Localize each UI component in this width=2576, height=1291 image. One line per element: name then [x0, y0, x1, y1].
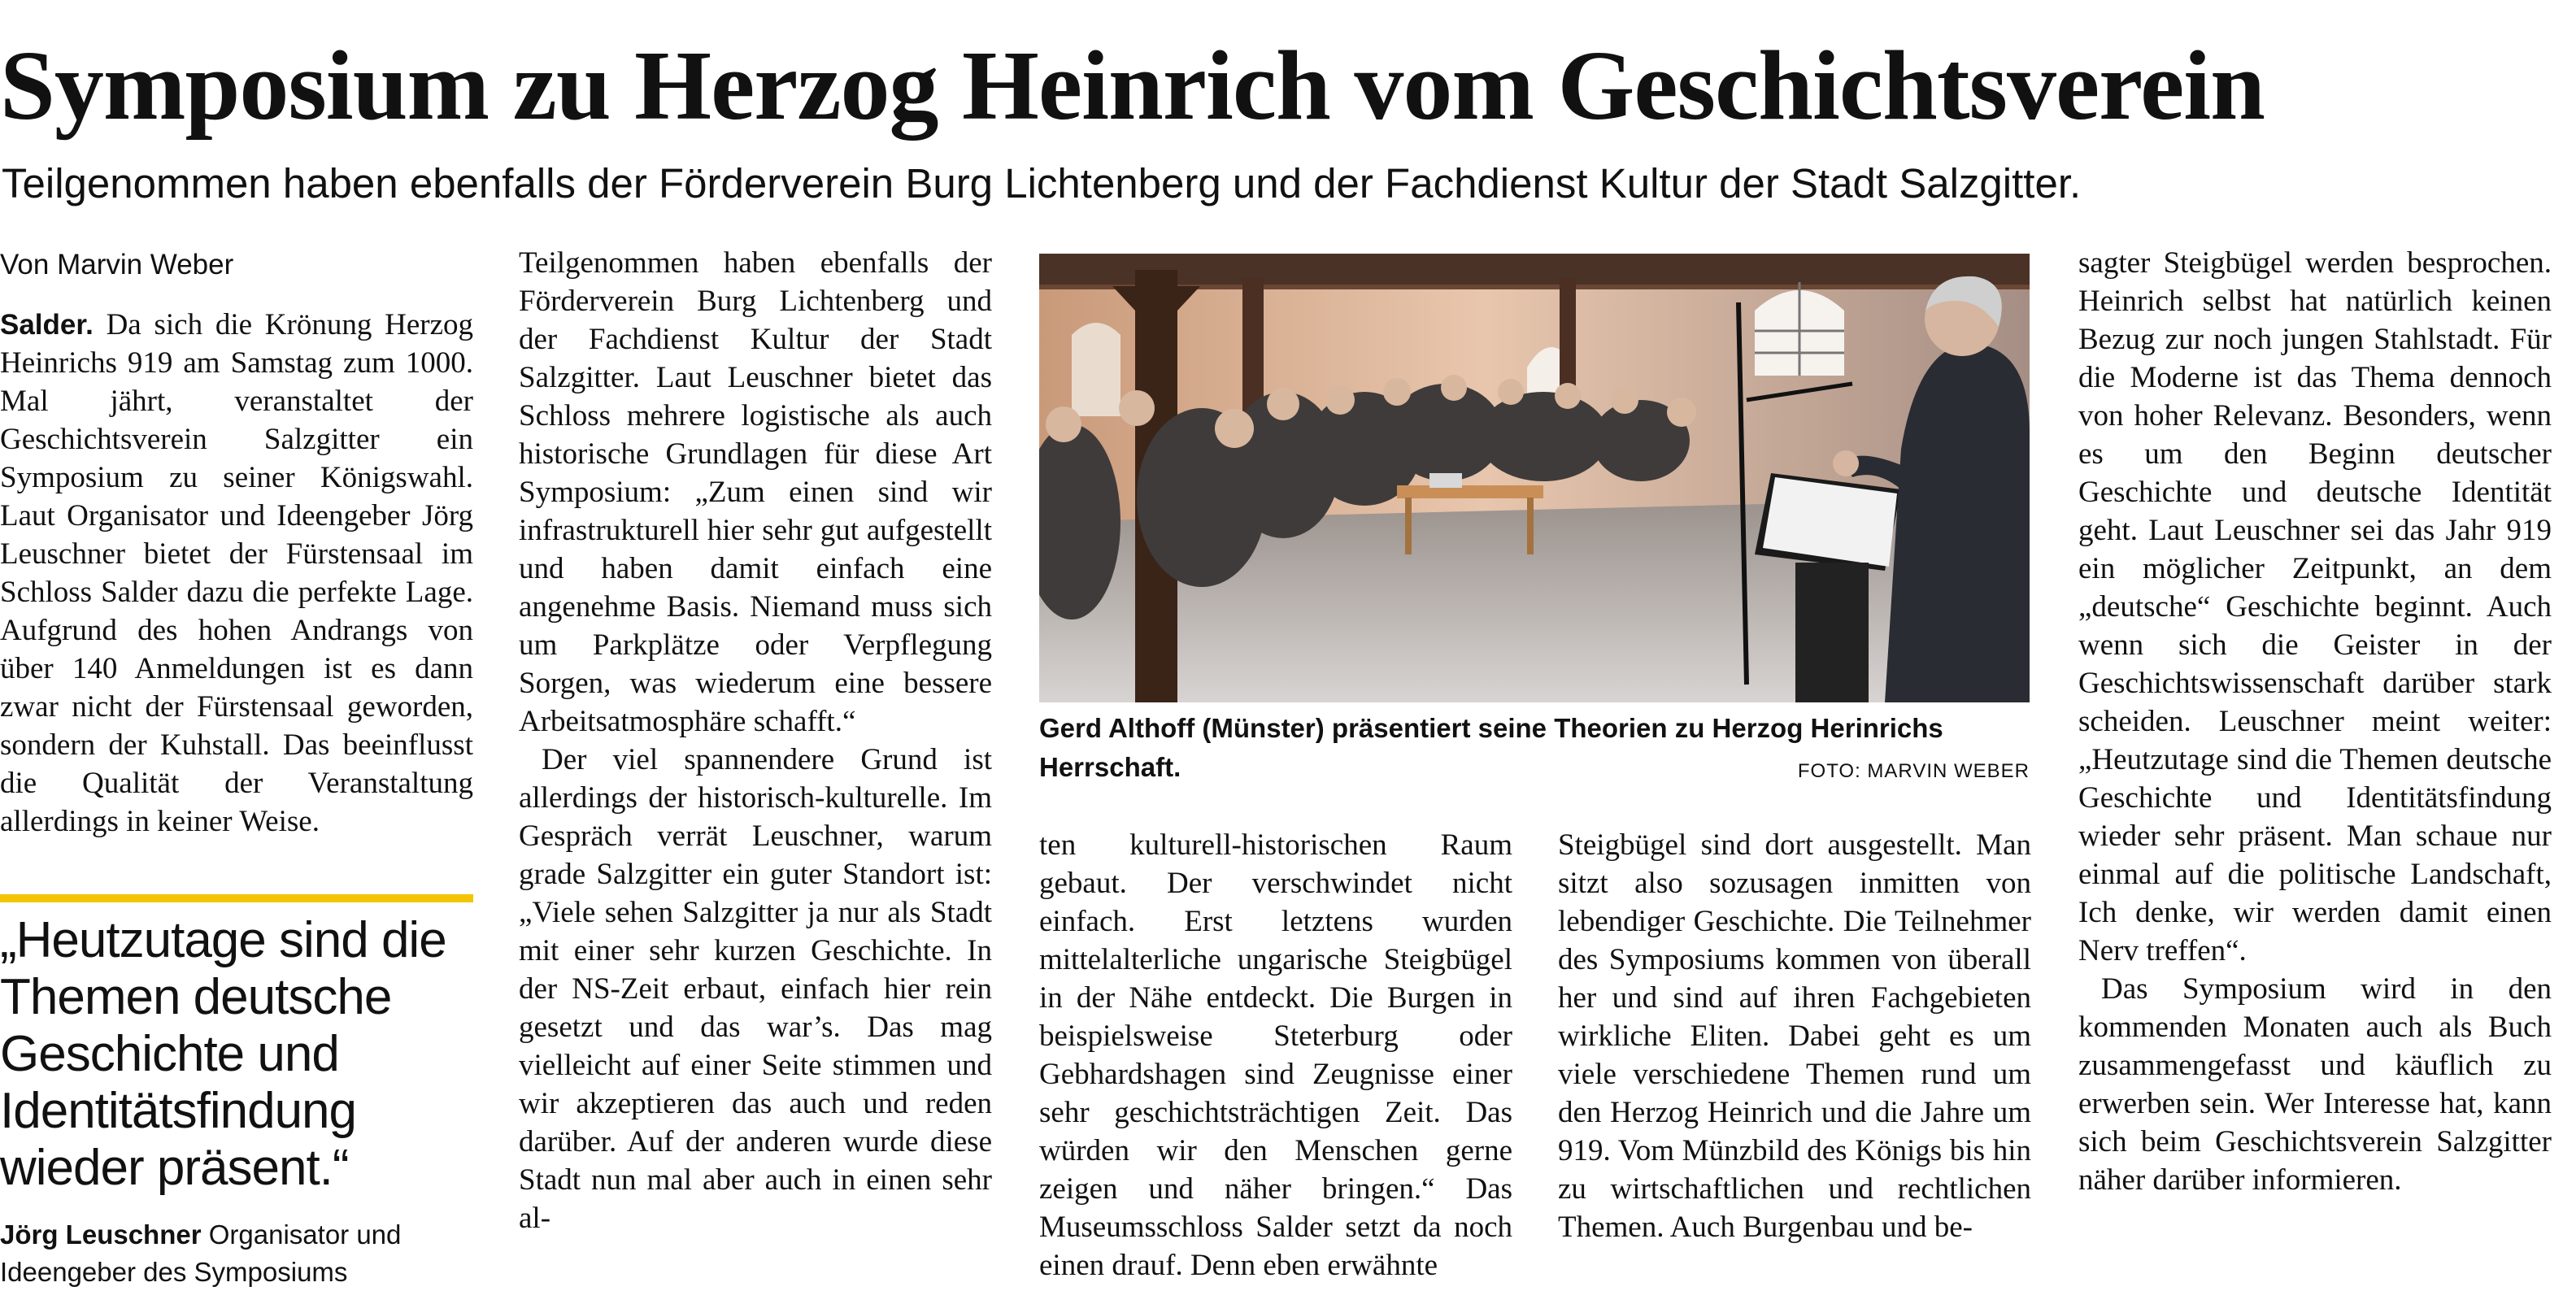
paragraph: Teilgenommen haben ebenfalls der Förderverein Burg Lichtenberg und der Fachdienst Kultur der Stadt Salzgitter. Laut Leuschner bietet das Schloss mehrere logistische als auch historische Grundlagen für diese Art Symposium: „Zum einen sind wir infrastrukturell hier sehr gut aufgestellt und haben damit einfach eine angenehme Basis. Niemand muss sich um Parkplätze oder Verpflegung Sorgen, was wiederum eine bessere Arbeitsatmosphäre schafft.“ — [519, 246, 992, 738]
paragraph: ten kulturell-historischen Raum gebaut. Der verschwindet nicht einfach. Erst letztens wurden mittelalterliche ungarische Steigbügel in der Nähe entdeckt. Die Burgen in beispielsweise Steterburg oder Gebhardshagen sind Zeugnisse einer sehr geschichtsträchtigen Zeit. Das würden wir den Menschen gerne zeigen und näher bringen.“ Das Museumsschloss Salder setzt da noch einen drauf. Denn eben erwähnte — [1039, 828, 1512, 1282]
photo-caption: Gerd Althoff (Münster) präsentiert seine Theorien zu Herzog Herinrichs Herrschaft. — [1039, 713, 1943, 782]
pullquote-role: Organisator und Ideengeber des Symposiums — [0, 1219, 402, 1287]
article-column-5 — [2078, 244, 2552, 1199]
paragraph: Das Symposium wird in den kommenden Monaten auch als Buch zusammengefasst und käuflich zu erwerben sein. Wer Interesse hat, kann sich beim Geschichtsverein Salzgitter näher darüber informieren. — [2078, 972, 2552, 1197]
photo-event-hall — [1039, 254, 2030, 702]
article-column-3 — [1039, 826, 1512, 1284]
lead-paragraph — [0, 306, 473, 841]
headline: Symposium zu Herzog Heinrich vom Geschichtsverein — [0, 31, 2265, 141]
pullquote-credit — [0, 1216, 480, 1291]
photo-credit: FOTO: MARVIN WEBER — [1797, 760, 2030, 782]
paragraph: Steigbügel sind dort ausgestellt. Man sitzt also sozusagen inmitten von lebendiger Geschichte. Die Teilnehmer des Symposiums kommen von überall her und sind auf ihren Fachgebieten wirkliche Eliten. Dabei geht es um viele verschiedene Themen rund um den Herzog Heinrich und die Jahre um 919. Vom Münzbild des Königs bis hin zu wirtschaftlichen und rechtlichen Themen. Auch Burgenbau und be- — [1558, 828, 2031, 1244]
article-column-1 — [0, 244, 473, 841]
pullquote-rule — [0, 894, 473, 902]
article-photo — [1039, 254, 2030, 702]
dateline: Salder. — [0, 309, 94, 341]
paragraph: Der viel spannendere Grund ist allerdings der historisch-kulturelle. Im Gespräch verrät Leuschner, warum grade Salzgitter ein guter Standort ist: „Viele sehen Salzgitter ja nur als Stadt mit einer sehr kurzen Geschichte. In der NS-Zeit erbaut, einfach hier rein gesetzt und das war’s. Das mag vielleicht auf einer Seite stimmen und wir akzeptieren das auch und reden darüber. Auf der anderen wurde diese Stadt nun mal aber auch in einen sehr al- — [519, 743, 992, 1235]
paragraph: sagter Steigbügel werden besprochen. Heinrich selbst hat natürlich keinen Bezug zur noch jungen Stahlstadt. Für die Moderne ist das Thema dennoch von hoher Relevanz. Besonders, wenn es um den Beginn deutscher Geschichte und deutsche Identität geht. Laut Leuschner sei das Jahr 919 ein möglicher Zeitpunkt, an dem „deutsche“ Geschichte beginnt. Auch wenn sich die Geister in der Geschichtswissenschaft darüber stark scheiden. Leuschner meint weiter: „Heutzutage sind die Themen deutsche Geschichte und Identitätsfindung wieder sehr präsent. Man schaue nur einmal auf die politische Landschaft, Ich denke, wir werden damit einen Nerv treffen“. — [2078, 246, 2552, 967]
pullquote-text: „Heutzutage sind die Themen deutsche Geschichte und Identitätsfindung wieder präsent.“ — [0, 912, 446, 1196]
article-column-4 — [1558, 826, 2031, 1246]
subheadline: Teilgenommen haben ebenfalls der Förderverein Burg Lichtenberg und der Fachdienst Kultur der Stadt Salzgitter. — [2, 160, 2082, 206]
lead-text: Da sich die Krönung Herzog Heinrichs 919 am Samstag zum 1000. Mal jährt, veranstaltet der Geschichtsverein Salzgitter ein Symposium zu seiner Königswahl. Laut Organisator und Ideengeber Jörg Leuschner bietet der Fürstensaal im Schloss Salder dazu die perfekte Lage. Aufgrund des hohen Andrangs von über 140 Anmeldungen ist es dann zwar nicht der Fürstensaal geworden, sondern der Kuhstall. Das beeinflusst die Qualität der Veranstaltung allerdings in keiner Weise. — [0, 308, 473, 838]
byline: Von Marvin Weber — [0, 249, 234, 280]
pullquote-author: Jörg Leuschner — [0, 1219, 202, 1250]
article-column-2 — [519, 244, 992, 1237]
